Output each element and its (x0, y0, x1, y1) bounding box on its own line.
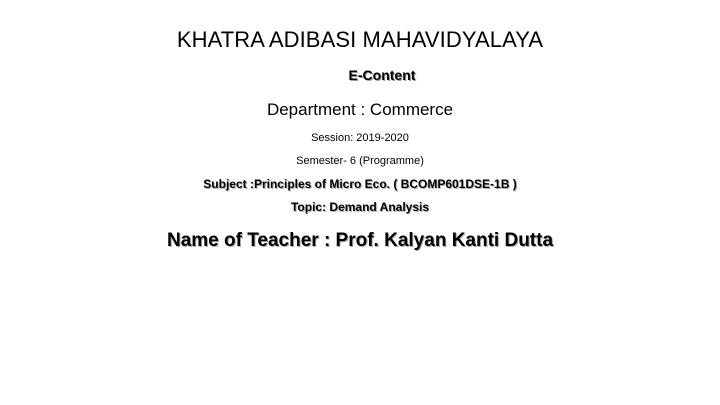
subject-label: Subject :Principles of Micro Eco. ( BCOMP601DSE-1B ) (203, 177, 517, 191)
session-label: Session: 2019-2020 (311, 132, 409, 144)
department-label: Department : Commerce (266, 100, 454, 119)
semester-label: Semester- 6 (Programme) (296, 155, 424, 167)
e-content-heading: E-Content (348, 67, 416, 83)
topic-label: Topic: Demand Analysis (290, 200, 430, 214)
teacher-name: Name of Teacher : Prof. Kalyan Kanti Dutta (166, 230, 554, 251)
college-name: KHATRA ADIBASI MAHAVIDYALAYA (176, 27, 544, 52)
